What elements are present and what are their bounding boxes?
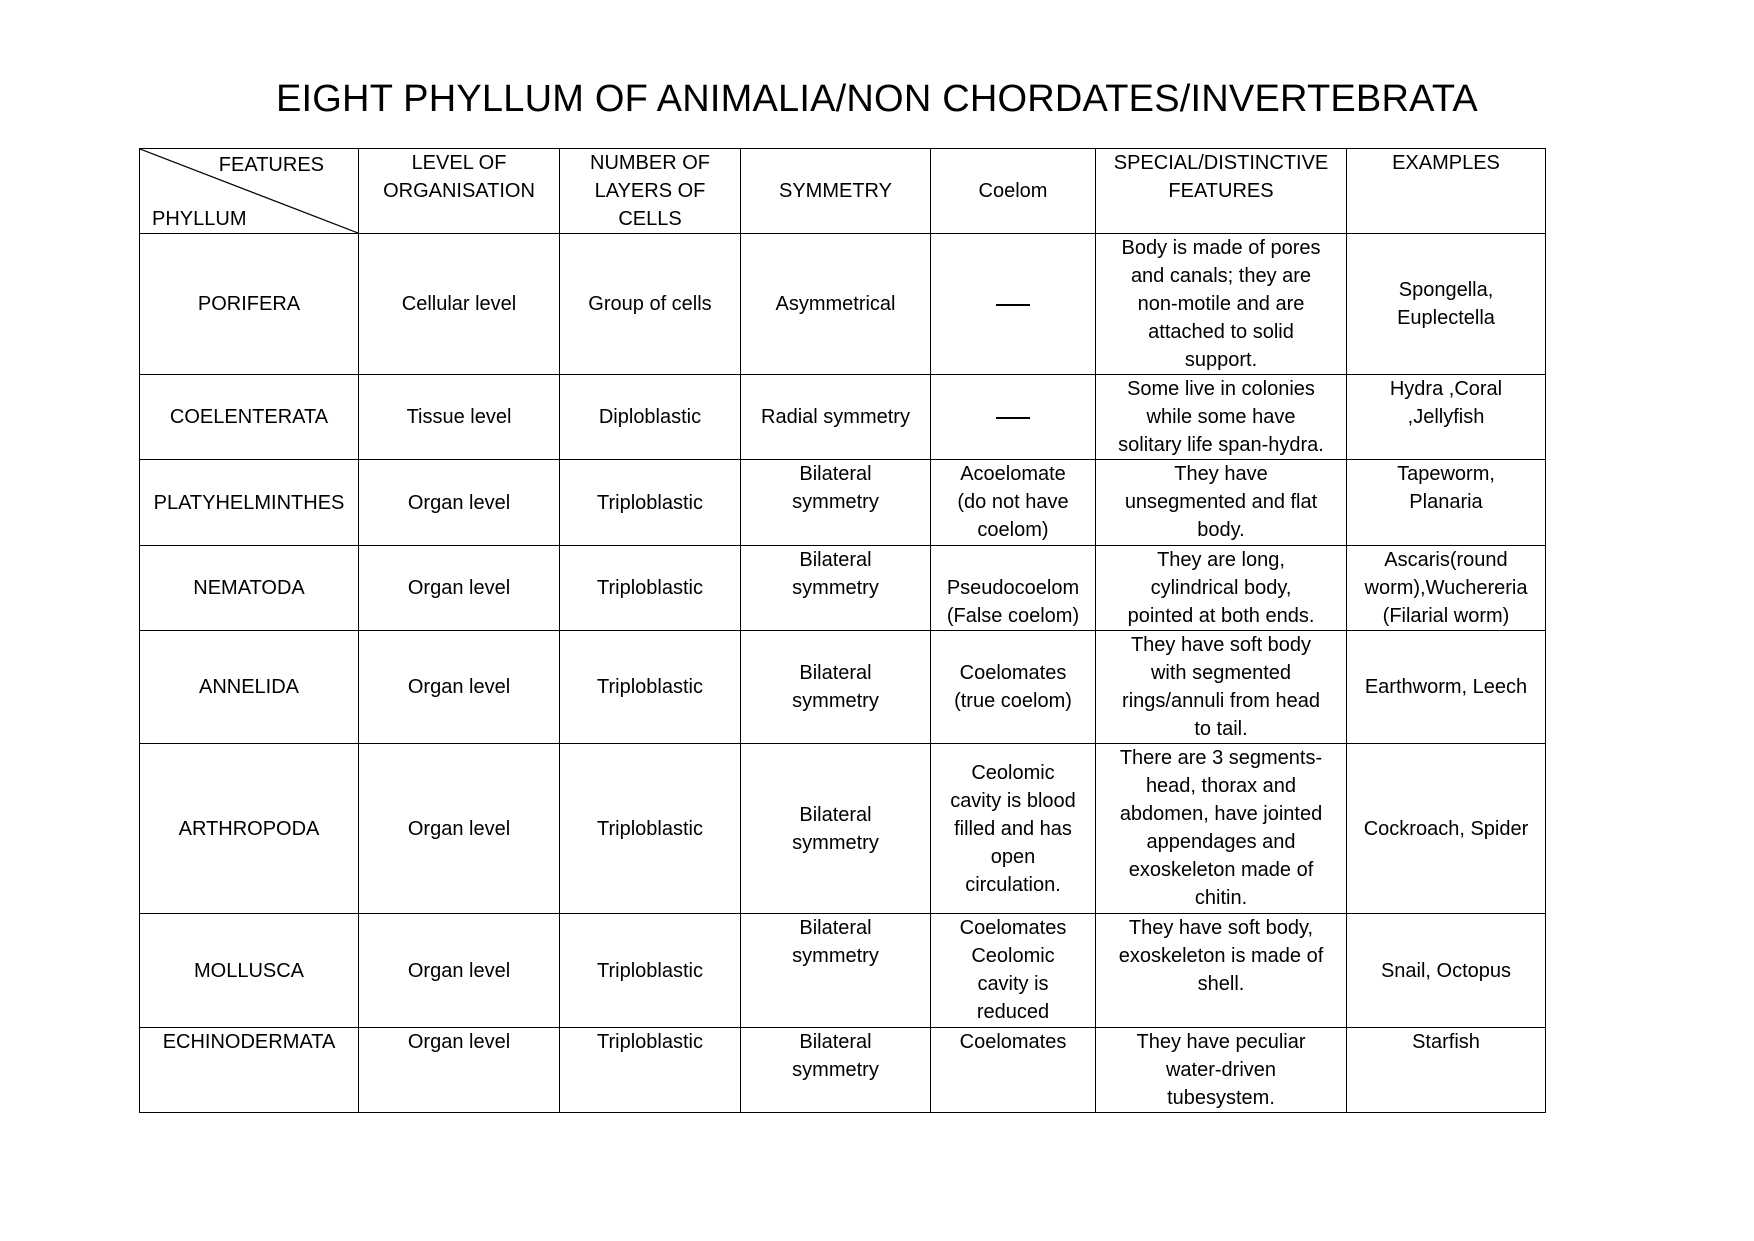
examples-cell [1347,460,1546,546]
layers-cell: Triploblastic [560,460,741,546]
table-row [140,631,1546,744]
special-line: shell. [1197,973,1245,995]
level-cell: Organ level [359,546,560,631]
phyllum-cell: NEMATODA [140,546,359,631]
dash-mark [996,417,1030,419]
special-line: head, thorax and [1145,775,1297,797]
symmetry-cell [741,744,931,914]
symmetry-line: symmetry [792,831,879,854]
example-line: (Filarial worm) [1382,605,1510,627]
coelom-line: Ceolomic [971,945,1055,967]
special-line: with segmented [1150,662,1292,684]
examples-cell [1347,744,1546,914]
symmetry-cell [741,460,931,546]
coelom-cell [931,631,1096,744]
header-level-line: LEVEL OF [411,152,507,174]
phyllum-cell: ECHINODERMATA [140,1028,359,1113]
layers-cell: Triploblastic [560,546,741,631]
level-cell: Organ level [359,744,560,914]
special-line: chitin. [1194,887,1248,909]
symmetry-cell [741,375,931,460]
dash-mark [996,304,1030,306]
special-line: body. [1197,519,1245,541]
table-row [140,375,1546,460]
example-line: Spongella, [1398,279,1494,301]
coelom-cell [931,375,1096,460]
examples-cell [1347,375,1546,460]
special-line: unsegmented and flat [1124,491,1318,513]
header-symmetry: SYMMETRY [741,149,931,234]
coelom-line: (False coelom) [946,605,1080,627]
features-corner-label: FEATURES [218,154,324,176]
special-line: non-motile and are [1137,293,1305,315]
example-line: Hydra ,Coral [1389,378,1503,400]
coelom-line: Ceolomic [971,761,1055,784]
symmetry-cell [741,914,931,1028]
example-line: Ascaris(round [1384,549,1508,571]
symmetry-line: Bilateral [799,549,872,571]
special-line: cylindrical body, [1150,577,1292,599]
coelom-line: filled and has [954,817,1072,840]
phyllum-corner-label: PHYLLUM [152,208,247,230]
layers-cell: Triploblastic [560,631,741,744]
corner-header-cell [140,149,359,234]
phyllum-cell: ARTHROPODA [140,744,359,914]
level-cell: Cellular level [359,234,560,375]
symmetry-cell [741,631,931,744]
symmetry-cell [741,1028,931,1113]
level-cell: Organ level [359,631,560,744]
special-line: appendages and [1146,831,1296,853]
coelom-line: Pseudocoelom [946,577,1080,599]
special-line: pointed at both ends. [1127,605,1315,627]
example-line: Planaria [1409,491,1483,513]
examples-cell [1347,1028,1546,1113]
coelom-line: (true coelom) [954,690,1072,712]
header-layers-line: LAYERS OF CELLS [594,180,706,230]
special-line: water-driven [1165,1059,1277,1081]
symmetry-line: Bilateral [799,662,872,684]
special-line: Body is made of pores [1121,237,1321,259]
special-line: attached to solid [1148,321,1294,343]
special-line: Some live in colonies [1127,378,1315,400]
symmetry-line: symmetry [792,690,879,712]
special-line: They have soft body, [1128,917,1314,939]
special-line: exoskeleton made of [1128,859,1314,881]
symmetry-line: Bilateral [799,803,872,826]
examples-cell [1347,234,1546,375]
phyllum-table [139,148,1546,1113]
special-line: to tail. [1194,718,1248,740]
header-special-line: SPECIAL/DISTINCTIVE [1113,152,1329,174]
coelom-line: Coelomates [959,662,1067,684]
layers-cell: Triploblastic [560,744,741,914]
special-line: support. [1184,349,1258,371]
layers-cell: Triploblastic [560,914,741,1028]
symmetry-line: symmetry [792,491,879,513]
table-row [140,546,1546,631]
examples-cell [1347,546,1546,631]
layers-cell: Diploblastic [560,375,741,460]
coelom-line: open [990,845,1036,868]
level-cell: Tissue level [359,375,560,460]
level-cell: Organ level [359,1028,560,1113]
special-line: while some have [1146,406,1296,428]
special-line: tubesystem. [1167,1087,1275,1109]
coelom-cell [931,914,1096,1028]
special-line: They have soft body [1130,634,1312,656]
special-line: rings/annuli from head [1122,690,1320,712]
header-layers-line: NUMBER OF [590,152,710,174]
coelom-line: cavity is [977,973,1049,995]
table-row [140,460,1546,546]
special-line: They are long, [1157,549,1285,571]
example-line: Starfish [1412,1031,1480,1053]
symmetry-line: Bilateral [799,917,872,939]
level-cell: Organ level [359,914,560,1028]
phyllum-cell: MOLLUSCA [140,914,359,1028]
coelom-line: Coelomates [959,1031,1067,1053]
symmetry-line: symmetry [792,945,879,967]
special-cell [1096,1028,1347,1113]
example-line: Cockroach, Spider [1363,817,1529,840]
special-cell [1096,744,1347,914]
coelom-line: cavity is blood [950,789,1076,812]
coelom-line: circulation. [965,873,1061,896]
special-line: exoskeleton is made of [1118,945,1324,967]
table-row [140,744,1546,914]
special-line: solitary life span-hydra. [1118,434,1324,456]
special-cell [1096,914,1347,1028]
coelom-cell [931,234,1096,375]
header-level [359,149,560,234]
special-line: There are 3 segments- [1119,747,1323,769]
example-line: Tapeworm, [1397,463,1495,485]
header-special [1096,149,1347,234]
coelom-line: (do not have [957,491,1069,513]
page-title: EIGHT PHYLLUM OF ANIMALIA/NON CHORDATES/INVERTEBRATA [276,78,1478,120]
example-line: worm),Wuchereria [1364,577,1528,599]
header-special-line: FEATURES [1168,180,1274,202]
layers-cell: Group of cells [560,234,741,375]
special-cell [1096,546,1347,631]
coelom-line: coelom) [977,519,1049,541]
layers-cell: Triploblastic [560,1028,741,1113]
symmetry-line: symmetry [792,1059,879,1081]
special-line: They have [1174,463,1268,485]
coelom-line: Coelomates [959,917,1067,939]
symmetry-cell [741,234,931,375]
table-row [140,914,1546,1028]
special-cell [1096,631,1347,744]
symmetry-line: symmetry [792,577,879,599]
coelom-cell [931,744,1096,914]
table-row [140,1028,1546,1113]
examples-cell [1347,631,1546,744]
coelom-cell [931,1028,1096,1113]
header-examples: EXAMPLES [1347,149,1546,234]
phyllum-cell: PLATYHELMINTHES [140,460,359,546]
examples-cell [1347,914,1546,1028]
special-cell [1096,375,1347,460]
phyllum-cell: PORIFERA [140,234,359,375]
symmetry-line: Bilateral [799,463,872,485]
symmetry-line: Radial symmetry [761,406,910,428]
level-cell: Organ level [359,460,560,546]
symmetry-cell [741,546,931,631]
special-line: They have peculiar [1136,1031,1306,1053]
phyllum-cell: COELENTERATA [140,375,359,460]
phyllum-cell: ANNELIDA [140,631,359,744]
special-line: and canals; they are [1130,265,1312,287]
example-line: Euplectella [1397,307,1495,329]
example-line: Earthworm, Leech [1364,676,1528,698]
coelom-cell [931,460,1096,546]
header-layers [560,149,741,234]
example-line: ,Jellyfish [1407,406,1485,428]
header-level-line: ORGANISATION [383,180,535,202]
table-row [140,234,1546,375]
symmetry-line: Asymmetrical [775,293,896,315]
coelom-line: Acoelomate [960,463,1066,485]
symmetry-line: Bilateral [799,1031,872,1053]
special-cell [1096,460,1347,546]
example-line: Snail, Octopus [1380,959,1512,982]
coelom-cell [931,546,1096,631]
special-cell [1096,234,1347,375]
header-row [140,149,1546,234]
coelom-line: reduced [976,1001,1050,1023]
header-coelom: Coelom [931,149,1096,234]
special-line: abdomen, have jointed [1119,803,1323,825]
